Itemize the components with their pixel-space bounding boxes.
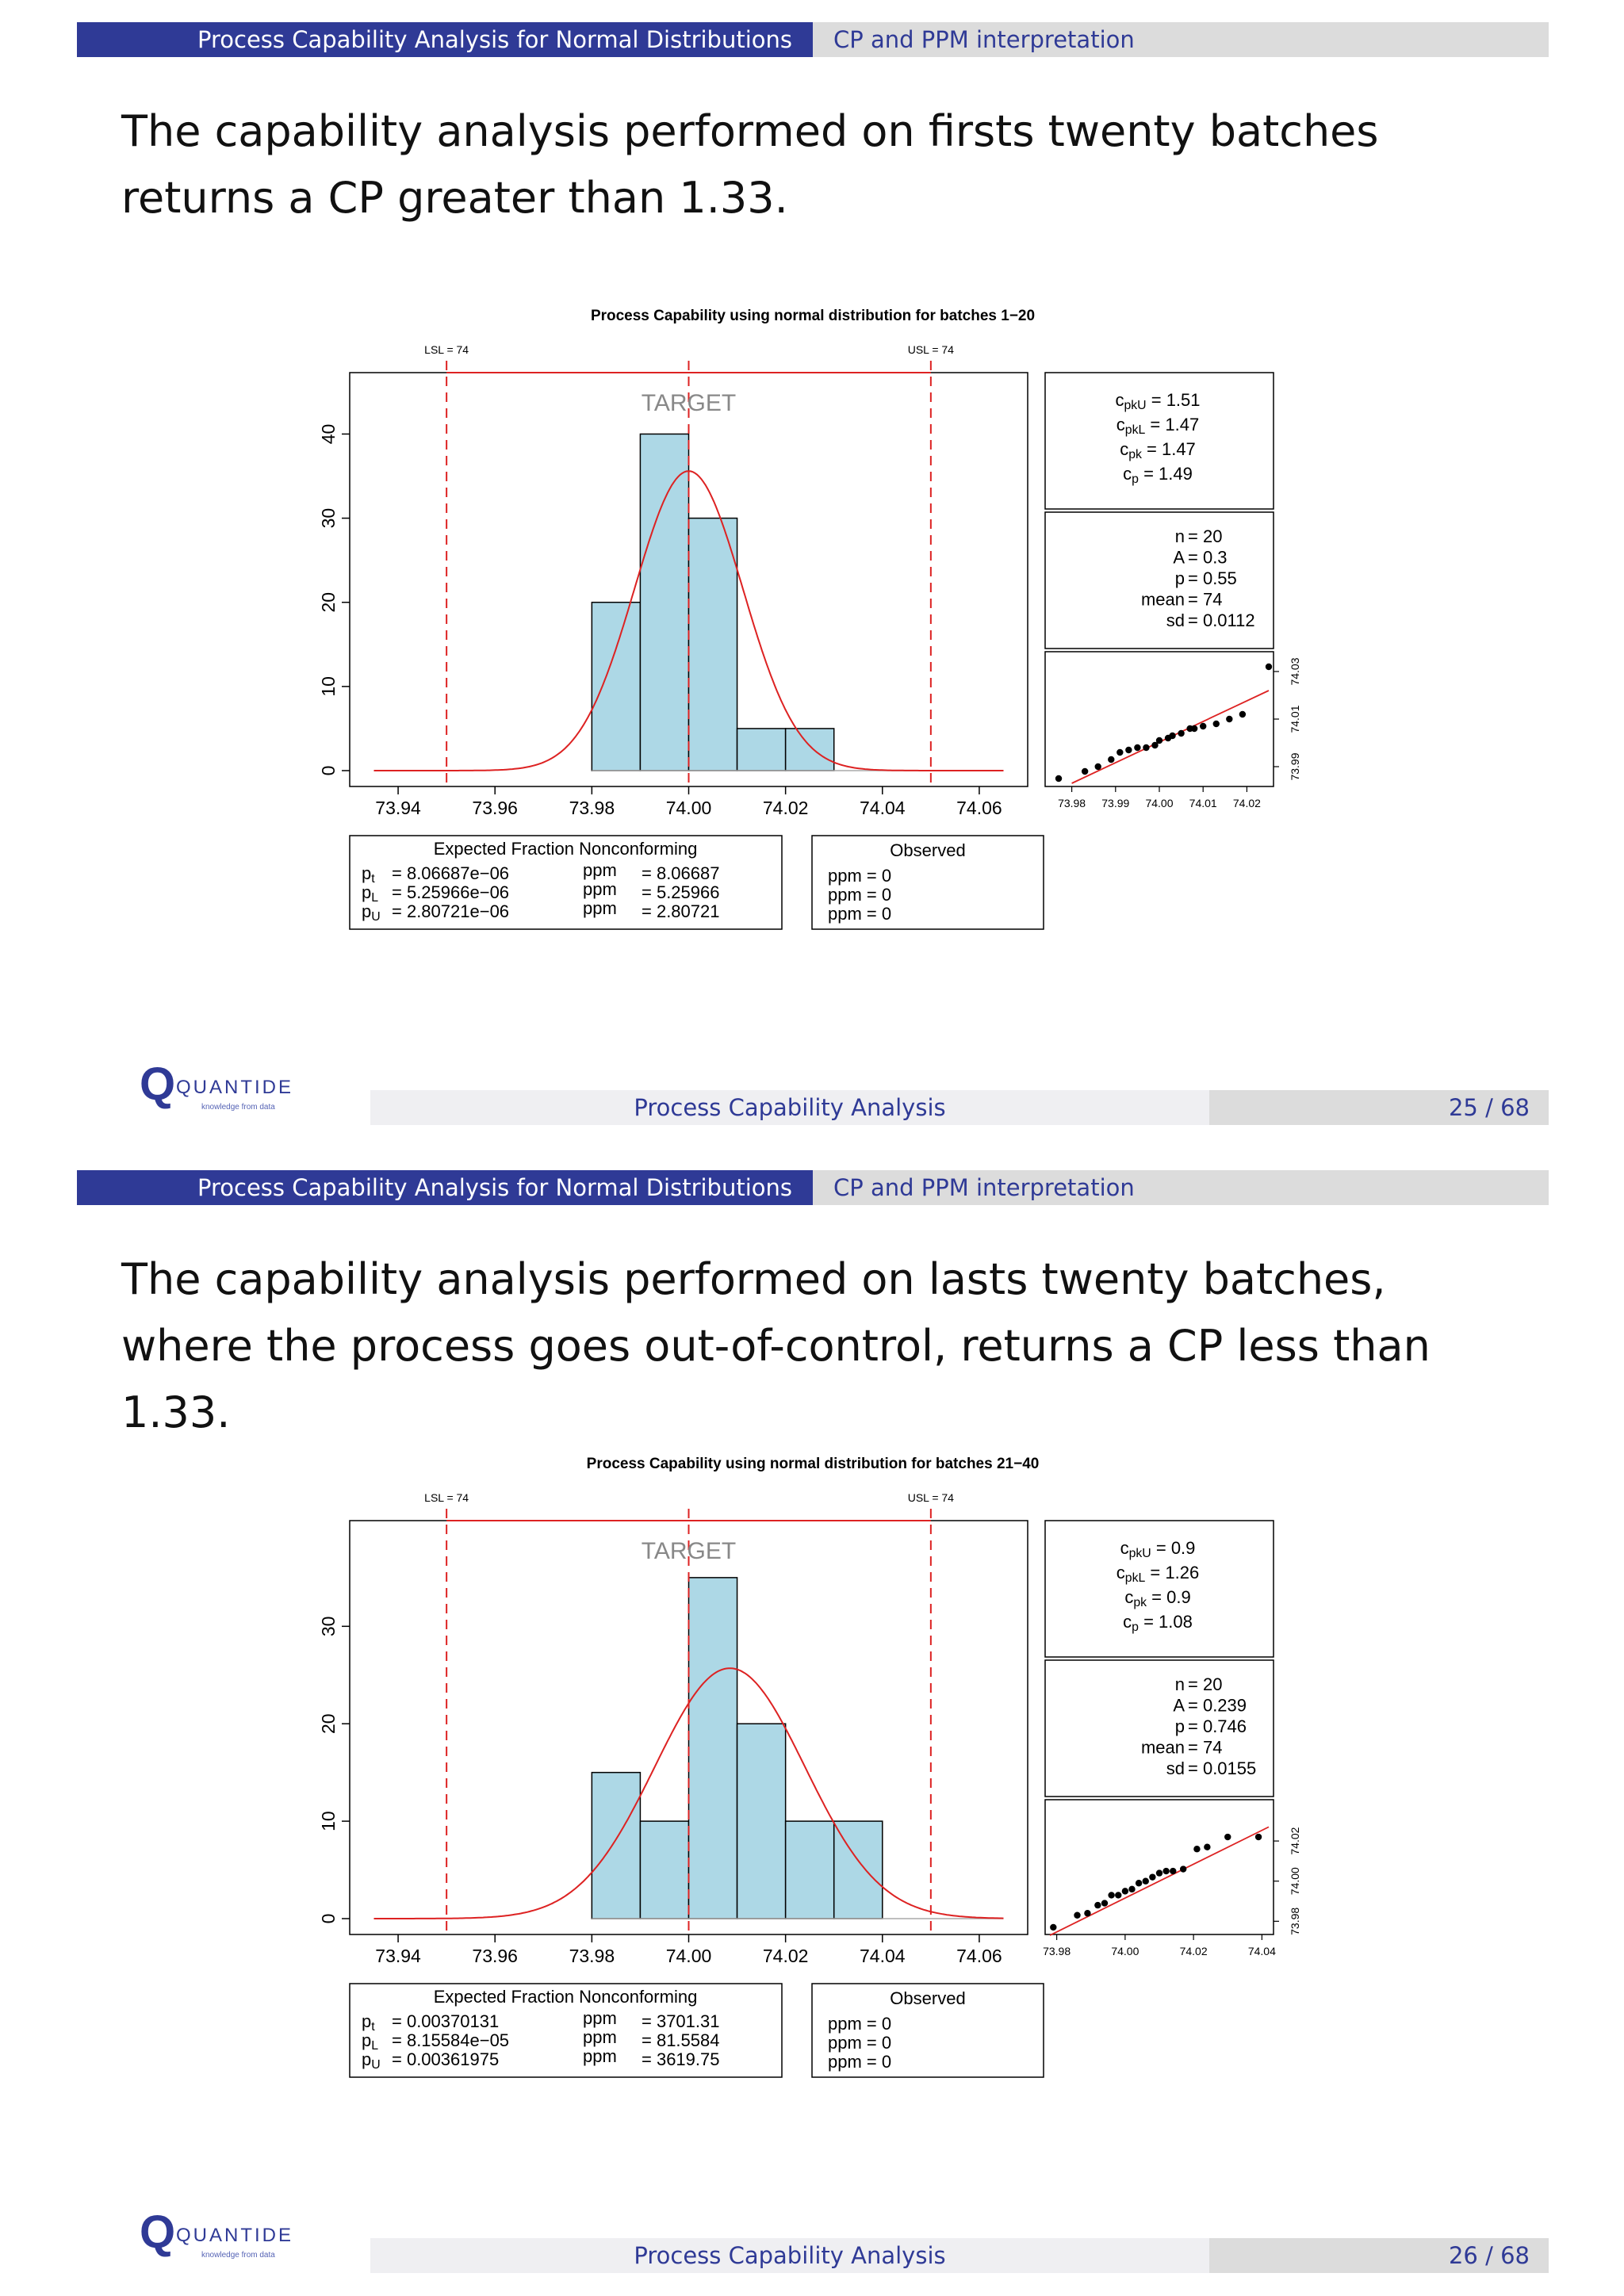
observed-ppm: ppm = 0: [828, 2052, 892, 2072]
slide-26: [0, 1148, 1624, 2296]
qq-point: [1108, 1892, 1114, 1898]
qq-point: [1156, 737, 1162, 744]
qq-point: [1122, 1888, 1128, 1894]
stat-label-n: n: [1174, 526, 1185, 546]
stat-label-sd: sd: [1166, 610, 1185, 630]
expected-p-U: pU: [362, 2049, 381, 2072]
logo-q: Q: [140, 1058, 176, 1110]
stat-label-A: A: [1173, 1695, 1185, 1716]
qq-point: [1239, 711, 1246, 718]
expected-p-t: pt: [362, 2011, 375, 2034]
qq-y-tick-label: 74.03: [1289, 657, 1301, 686]
qq-y-tick-label: 74.02: [1289, 1827, 1301, 1855]
footer-bar: [0, 1090, 1624, 1125]
index-p: cp = 1.08: [1123, 1612, 1193, 1634]
page-number: 26 / 68: [1448, 2242, 1530, 2269]
expected-ppm-label: ppm: [583, 898, 617, 918]
qq-point: [1149, 1873, 1155, 1880]
header-subsection[interactable]: CP and PPM interpretation: [813, 22, 1549, 57]
stat-label-n: n: [1174, 1674, 1185, 1694]
observed-ppm: ppm = 0: [828, 2014, 892, 2034]
index-pkL: cpkL = 1.47: [1116, 415, 1200, 437]
x-tick-label: 73.98: [569, 1946, 615, 1966]
stat-value-sd: = 0.0112: [1188, 610, 1255, 630]
qq-point: [1224, 1834, 1231, 1840]
footer-title[interactable]: Process Capability Analysis: [634, 2242, 946, 2269]
qq-x-tick-label: 74.00: [1111, 1945, 1139, 1957]
qq-point: [1266, 664, 1272, 670]
x-tick-label: 73.96: [472, 798, 518, 818]
stat-label-p: p: [1174, 568, 1185, 588]
expected-ppm-value: = 5.25966: [642, 882, 720, 902]
expected-p-value: = 8.06687e−06: [392, 863, 510, 883]
stat-label-p: p: [1174, 1716, 1185, 1736]
expected-title: Expected Fraction Nonconforming: [433, 1987, 698, 2007]
footer-title[interactable]: Process Capability Analysis: [634, 1094, 946, 1121]
expected-ppm-label: ppm: [583, 860, 617, 880]
footer-bar: [0, 2238, 1624, 2273]
x-tick-label: 74.04: [860, 1946, 906, 1966]
qq-point: [1084, 1910, 1090, 1916]
stat-value-sd: = 0.0155: [1188, 1758, 1257, 1778]
qq-point: [1213, 721, 1220, 727]
qq-point: [1055, 775, 1062, 782]
qq-point: [1101, 1900, 1108, 1906]
histogram-bar: [592, 1773, 640, 1919]
expected-p-U: pU: [362, 901, 381, 924]
qq-point: [1050, 1924, 1056, 1931]
qq-point: [1128, 1886, 1135, 1892]
expected-ppm-label: ppm: [583, 2008, 617, 2028]
qq-x-tick-label: 74.00: [1145, 797, 1174, 809]
qq-y-tick-label: 74.01: [1289, 705, 1301, 733]
usl-label: USL = 74: [907, 1491, 954, 1504]
qq-y-tick-label: 73.98: [1289, 1907, 1301, 1935]
qq-point: [1143, 744, 1149, 751]
expected-p-value: = 0.00361975: [392, 2049, 500, 2069]
stat-value-p: = 0.746: [1188, 1716, 1247, 1736]
expected-title: Expected Fraction Nonconforming: [433, 839, 698, 859]
qq-point: [1136, 1880, 1142, 1886]
expected-ppm-label: ppm: [583, 2046, 617, 2066]
y-tick-label: 10: [318, 1811, 339, 1831]
qq-point: [1116, 749, 1123, 756]
expected-p-L: pL: [362, 882, 379, 905]
index-pk: cpk = 1.47: [1120, 439, 1196, 461]
stat-value-n: = 20: [1188, 526, 1223, 546]
qq-y-tick-label: 73.99: [1289, 752, 1301, 781]
qq-plot-panel: [1045, 652, 1274, 786]
expected-ppm-value: = 3619.75: [642, 2049, 720, 2069]
stat-value-n: = 20: [1188, 1674, 1223, 1694]
expected-p-value: = 8.15584e−05: [392, 2030, 510, 2050]
qq-point: [1156, 1869, 1162, 1876]
expected-ppm-value: = 3701.31: [642, 2011, 720, 2031]
qq-point: [1082, 768, 1088, 775]
x-tick-label: 73.94: [375, 1946, 421, 1966]
logo-tagline: knowledge from data: [201, 1103, 275, 1112]
slide-text: The capability analysis performed on lasts twenty batches, where the process goes out-of-control, returns a CP less than 1.33.: [121, 1254, 1431, 1437]
x-tick-label: 73.94: [375, 798, 421, 818]
y-tick-label: 10: [318, 676, 339, 697]
qq-point: [1162, 1868, 1169, 1874]
x-tick-label: 74.06: [956, 1946, 1002, 1966]
lsl-label: LSL = 74: [424, 1491, 469, 1504]
x-tick-label: 73.96: [472, 1946, 518, 1966]
x-tick-label: 74.04: [860, 798, 906, 818]
x-tick-label: 74.02: [762, 798, 809, 818]
chart-title: Process Capability using normal distribution for batches 21−40: [586, 1456, 1040, 1472]
qq-x-tick-label: 74.01: [1189, 797, 1217, 809]
stat-label-A: A: [1173, 547, 1185, 568]
qq-point: [1094, 1902, 1101, 1908]
index-pk: cpk = 0.9: [1124, 1587, 1191, 1609]
logo-tagline: knowledge from data: [201, 2251, 275, 2260]
histogram-bar: [592, 603, 640, 771]
y-tick-label: 20: [318, 1713, 339, 1735]
stat-label-mean: mean: [1140, 589, 1185, 610]
qq-point: [1178, 730, 1184, 737]
qq-y-tick-label: 74.00: [1289, 1867, 1301, 1896]
x-tick-label: 74.02: [762, 1946, 809, 1966]
stat-value-A: = 0.239: [1188, 1695, 1247, 1716]
logo-text: QUANTIDE: [176, 2225, 294, 2246]
usl-label: USL = 74: [907, 343, 954, 356]
observed-ppm: ppm = 0: [828, 2033, 892, 2053]
x-tick-label: 74.00: [665, 798, 712, 818]
y-tick-label: 40: [318, 423, 339, 445]
index-pkL: cpkL = 1.26: [1116, 1563, 1200, 1585]
qq-point: [1255, 1834, 1262, 1840]
qq-point: [1191, 725, 1197, 732]
index-pkU: cpkU = 0.9: [1120, 1538, 1196, 1560]
stat-value-mean: = 74: [1188, 589, 1223, 610]
observed-ppm: ppm = 0: [828, 904, 892, 924]
header-section[interactable]: Process Capability Analysis for Normal Distributions: [77, 1170, 813, 1205]
x-tick-label: 74.00: [665, 1946, 712, 1966]
histogram-bar: [737, 1724, 786, 1919]
qq-point: [1193, 1846, 1200, 1852]
chart-title: Process Capability using normal distribution for batches 1−20: [590, 308, 1036, 324]
y-tick-label: 0: [318, 1913, 339, 1924]
qq-x-tick-label: 74.02: [1179, 1945, 1208, 1957]
expected-ppm-value: = 81.5584: [642, 2030, 720, 2050]
histogram-bar: [640, 434, 688, 771]
y-tick-label: 30: [318, 507, 339, 529]
expected-p-value: = 0.00370131: [392, 2011, 500, 2031]
lsl-label: LSL = 74: [424, 343, 469, 356]
qq-point: [1200, 723, 1206, 729]
histogram-bar: [689, 1578, 737, 1919]
header-subsection[interactable]: CP and PPM interpretation: [813, 1170, 1549, 1205]
y-tick-label: 30: [318, 1616, 339, 1637]
qq-x-tick-label: 73.98: [1058, 797, 1086, 809]
stat-value-A: = 0.3: [1188, 547, 1228, 568]
slide-text: The capability analysis performed on firsts twenty batches returns a CP greater than 1.33.: [121, 106, 1379, 223]
page-number: 25 / 68: [1448, 1094, 1530, 1121]
qq-point: [1115, 1892, 1121, 1898]
qq-point: [1108, 756, 1114, 763]
x-tick-label: 74.06: [956, 798, 1002, 818]
histogram-bar: [786, 729, 834, 771]
target-label: TARGET: [641, 1538, 737, 1564]
qq-point: [1143, 1878, 1149, 1885]
qq-point: [1095, 763, 1101, 770]
stat-label-mean: mean: [1140, 1737, 1185, 1758]
qq-point: [1169, 733, 1175, 739]
expected-ppm-label: ppm: [583, 879, 617, 899]
logo-text: QUANTIDE: [176, 1077, 294, 1098]
qq-x-tick-label: 74.02: [1232, 797, 1261, 809]
expected-ppm-value: = 2.80721: [642, 901, 720, 921]
stat-value-mean: = 74: [1188, 1737, 1223, 1758]
expected-p-value: = 2.80721e−06: [392, 901, 510, 921]
y-tick-label: 0: [318, 765, 339, 776]
observed-title: Observed: [890, 840, 966, 860]
qq-x-tick-label: 73.99: [1101, 797, 1130, 809]
histogram-bar: [737, 729, 786, 771]
expected-p-L: pL: [362, 2030, 379, 2053]
expected-ppm-label: ppm: [583, 2027, 617, 2047]
qq-point: [1125, 747, 1132, 753]
observed-ppm: ppm = 0: [828, 885, 892, 905]
index-p: cp = 1.49: [1123, 464, 1193, 486]
histogram-bar: [640, 1821, 688, 1919]
qq-x-tick-label: 73.98: [1043, 1945, 1071, 1957]
qq-point: [1180, 1866, 1186, 1872]
header-section[interactable]: Process Capability Analysis for Normal Distributions: [77, 22, 813, 57]
index-pkU: cpkU = 1.51: [1115, 390, 1201, 412]
histogram-bar: [689, 519, 737, 771]
observed-title: Observed: [890, 1988, 966, 2008]
qq-point: [1204, 1843, 1210, 1850]
qq-point: [1170, 1868, 1176, 1874]
qq-point: [1074, 1912, 1080, 1919]
stat-label-sd: sd: [1166, 1758, 1185, 1778]
y-tick-label: 20: [318, 591, 339, 613]
x-tick-label: 73.98: [569, 798, 615, 818]
capability-chart-svg: [0, 1148, 1624, 2296]
expected-p-value: = 5.25966e−06: [392, 882, 510, 902]
expected-ppm-value: = 8.06687: [642, 863, 720, 883]
observed-ppm: ppm = 0: [828, 866, 892, 886]
qq-x-tick-label: 74.04: [1247, 1945, 1276, 1957]
logo-q: Q: [140, 2206, 176, 2258]
histogram-bar: [786, 1821, 834, 1919]
qq-point: [1226, 716, 1232, 722]
target-label: TARGET: [641, 390, 737, 416]
stat-value-p: = 0.55: [1188, 568, 1237, 588]
expected-p-t: pt: [362, 863, 375, 886]
qq-point: [1134, 744, 1140, 751]
